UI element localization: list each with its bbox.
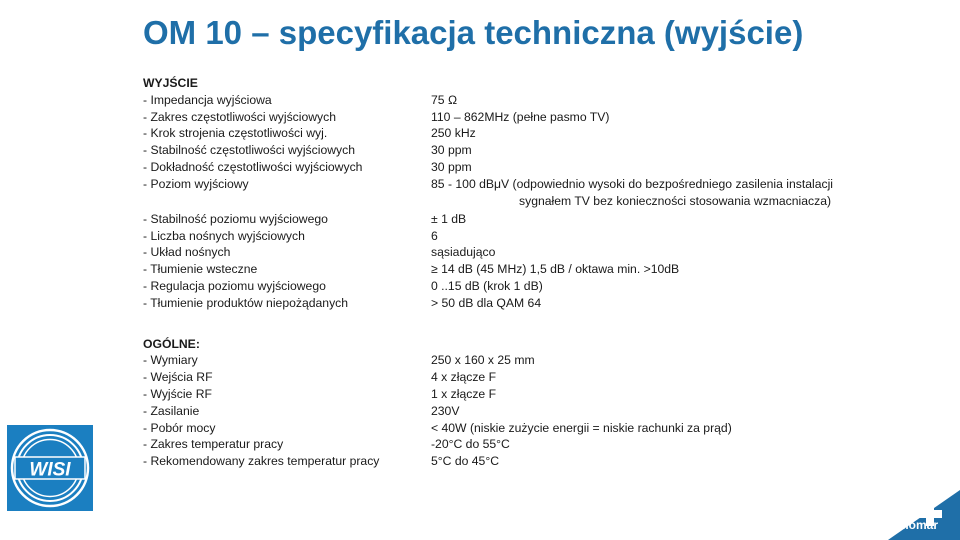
spec-row	[143, 176, 943, 193]
spec-label: - Rekomendowany zakres temperatur pracy	[143, 454, 380, 469]
spec-row	[143, 369, 943, 386]
spec-value: 0 ..15 dB (krok 1 dB)	[431, 279, 543, 294]
spec-row	[143, 244, 943, 261]
spec-label: - Wejścia RF	[143, 370, 213, 385]
spec-row	[143, 261, 943, 278]
spec-content	[143, 75, 943, 470]
spec-label: - Liczba nośnych wyjściowych	[143, 228, 305, 243]
spec-label: - Zakres częstotliwości wyjściowych	[143, 109, 337, 124]
spec-value: 4 x złącze F	[431, 370, 497, 385]
spec-label: - Regulacja poziomu wyjściowego	[143, 279, 326, 294]
spec-label: - Dokładność częstotliwości wyjściowych	[143, 159, 363, 174]
diomar-logo	[888, 490, 960, 540]
page-title: OM 10 – specyfikacja techniczna (wyjście)	[143, 14, 804, 51]
spec-value: 250 kHz	[431, 126, 476, 141]
spec-row	[143, 352, 943, 369]
spec-value: 30 ppm	[431, 143, 472, 158]
spec-label: - Stabilność poziomu wyjściowego	[143, 211, 328, 226]
general-heading: OGÓLNE:	[143, 336, 200, 351]
spec-value: > 50 dB dla QAM 64	[431, 295, 542, 310]
spec-value: 110 – 862MHz (pełne pasmo TV)	[431, 109, 610, 124]
spec-label: - Układ nośnych	[143, 245, 231, 260]
spec-label: - Zasilanie	[143, 403, 200, 418]
spec-row	[143, 453, 943, 470]
spec-label: - Krok strojenia częstotliwości wyj.	[143, 126, 328, 141]
spec-value: ± 1 dB	[431, 211, 467, 226]
spec-row	[143, 436, 943, 453]
spec-label: - Tłumienie produktów niepożądanych	[143, 295, 349, 310]
spec-row	[143, 92, 943, 109]
spec-row	[143, 125, 943, 142]
spec-value: 1 x złącze F	[431, 387, 497, 402]
wisi-logo	[7, 425, 93, 511]
output-heading: WYJŚCIE	[143, 76, 198, 90]
spec-row	[143, 403, 943, 420]
spec-row	[143, 159, 943, 176]
spec-label: - Impedancja wyjściowa	[143, 92, 272, 107]
spec-row	[143, 228, 943, 245]
spec-row	[143, 109, 943, 126]
spec-value: 6	[431, 228, 438, 243]
spec-value: 5°C do 45°C	[431, 454, 500, 469]
spec-row	[143, 420, 943, 437]
spec-value: 30 ppm	[431, 159, 472, 174]
spec-value: ≥ 14 dB (45 MHz) 1,5 dB / oktawa min. >10dB	[431, 262, 680, 277]
spec-label: - Wymiary	[143, 353, 198, 368]
spec-value: sąsiadująco	[431, 245, 496, 260]
spec-value: 75 Ω	[431, 92, 458, 107]
spec-label: - Tłumienie wsteczne	[143, 262, 258, 277]
spec-value: 250 x 160 x 25 mm	[431, 353, 535, 368]
spec-row	[143, 278, 943, 295]
spec-value: < 40W (niskie zużycie energii = niskie rachunki za prąd)	[431, 420, 732, 435]
spec-value-continuation: sygnałem TV bez konieczności stosowania wzmacniacza)	[519, 193, 832, 208]
spec-row	[143, 386, 943, 403]
spec-label: - Wyjście RF	[143, 387, 212, 402]
spec-label: - Zakres temperatur pracy	[143, 437, 284, 452]
spec-row	[143, 211, 943, 228]
spec-row	[143, 142, 943, 159]
spec-label: - Poziom wyjściowy	[143, 176, 249, 191]
spec-label: - Stabilność częstotliwości wyjściowych	[143, 143, 355, 158]
wisi-logo-text: WISI	[29, 459, 71, 481]
spec-value: 230V	[431, 403, 460, 418]
spec-value: 85 - 100 dBμV (odpowiednio wysoki do bezpośredniego zasilenia instalacji	[431, 176, 834, 191]
spec-value: -20°C do 55°C	[431, 437, 510, 452]
diomar-label: diomar	[897, 518, 938, 532]
spec-row	[143, 295, 943, 312]
spec-label: - Pobór mocy	[143, 420, 216, 435]
